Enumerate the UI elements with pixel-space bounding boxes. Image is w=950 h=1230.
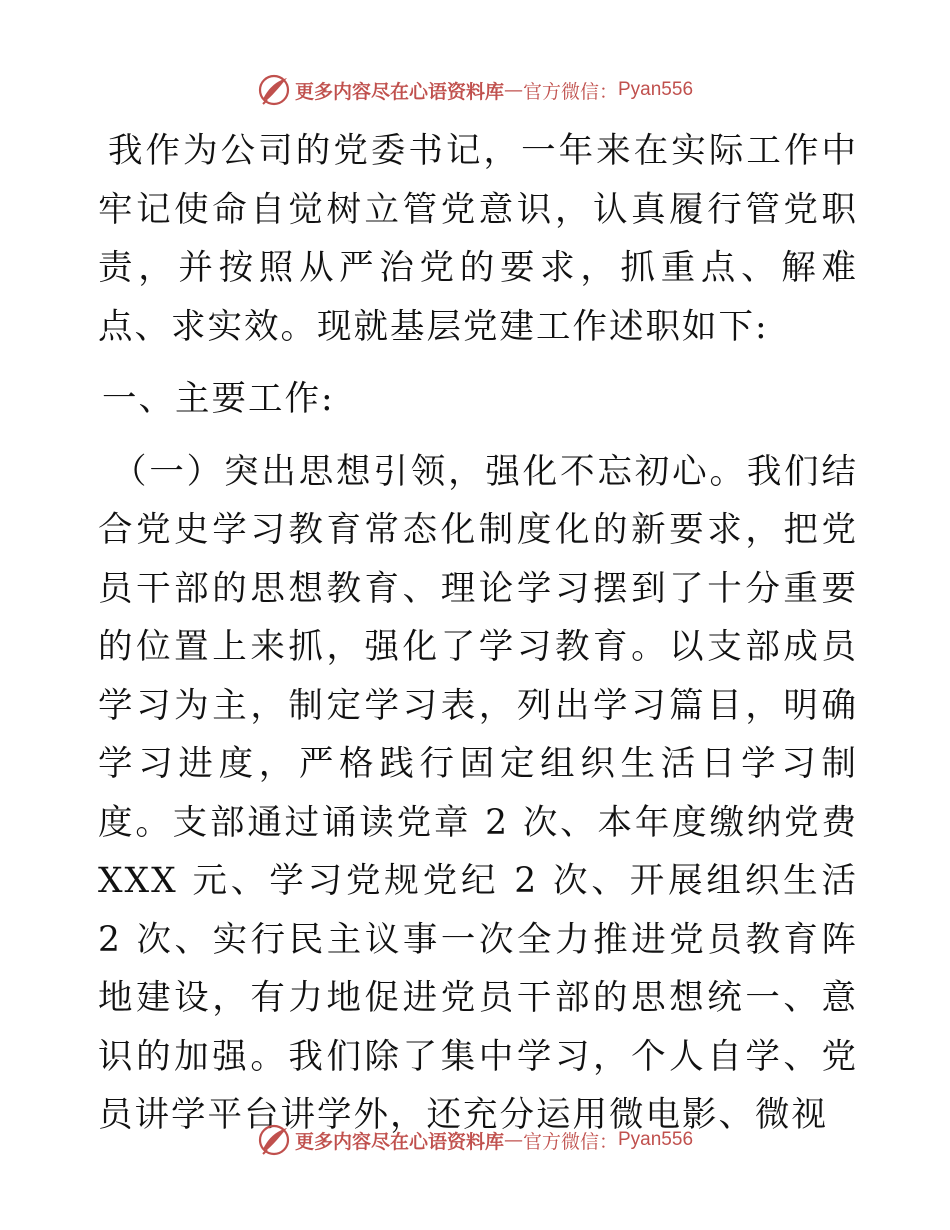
header-watermark (0, 70, 950, 110)
watermark-contact-id: Pyan556 (618, 1129, 694, 1150)
pen-logo-icon (257, 1123, 291, 1157)
watermark-separator: — (503, 1129, 523, 1151)
watermark-contact-label: 官方微信： (522, 1130, 618, 1153)
footer-watermark (0, 1120, 950, 1160)
section-paragraph: （一）突出思想引领，强化不忘初心。我们结合党史学习教育常态化制度化的新要求，把党员干部的思想教育、理论学习摆到了十分重要的位置上来抓，强化了学习教育。以支部成员学习为主，制定学习表，列出学习篇目，明确学习进度，严格践行固定组织生活日学习制度。支部通过诵读党章 2 次、本年度缴纳党费 XXX 元、学习党规党纪 2 次、开展组织生活 2 次、实行民主议事一次全力推进党员教育阵地建设，有力地促进党员干部的思想统一、意识的加强。我们除了集中学习，个人自学、党员讲学平台讲学外，还充分运用微电影、微视 (98, 451, 858, 1135)
section-heading: 一、主要工作: (102, 379, 335, 419)
watermark-site-name: 更多内容尽在心语资料库 (294, 80, 504, 103)
watermark-site-name: 更多内容尽在心语资料库 (294, 1130, 504, 1153)
watermark-contact-id: Pyan556 (618, 79, 694, 100)
watermark-separator: — (503, 79, 523, 101)
document-body (98, 122, 858, 1145)
pen-logo-icon (257, 73, 291, 107)
watermark-contact-label: 官方微信： (522, 80, 618, 103)
intro-paragraph: 我作为公司的党委书记，一年来在实际工作中牢记使命自觉树立管党意识，认真履行管党职责，并按照从严治党的要求，抓重点、解难点、求实效。现就基层党建工作述职如下: (98, 131, 858, 347)
